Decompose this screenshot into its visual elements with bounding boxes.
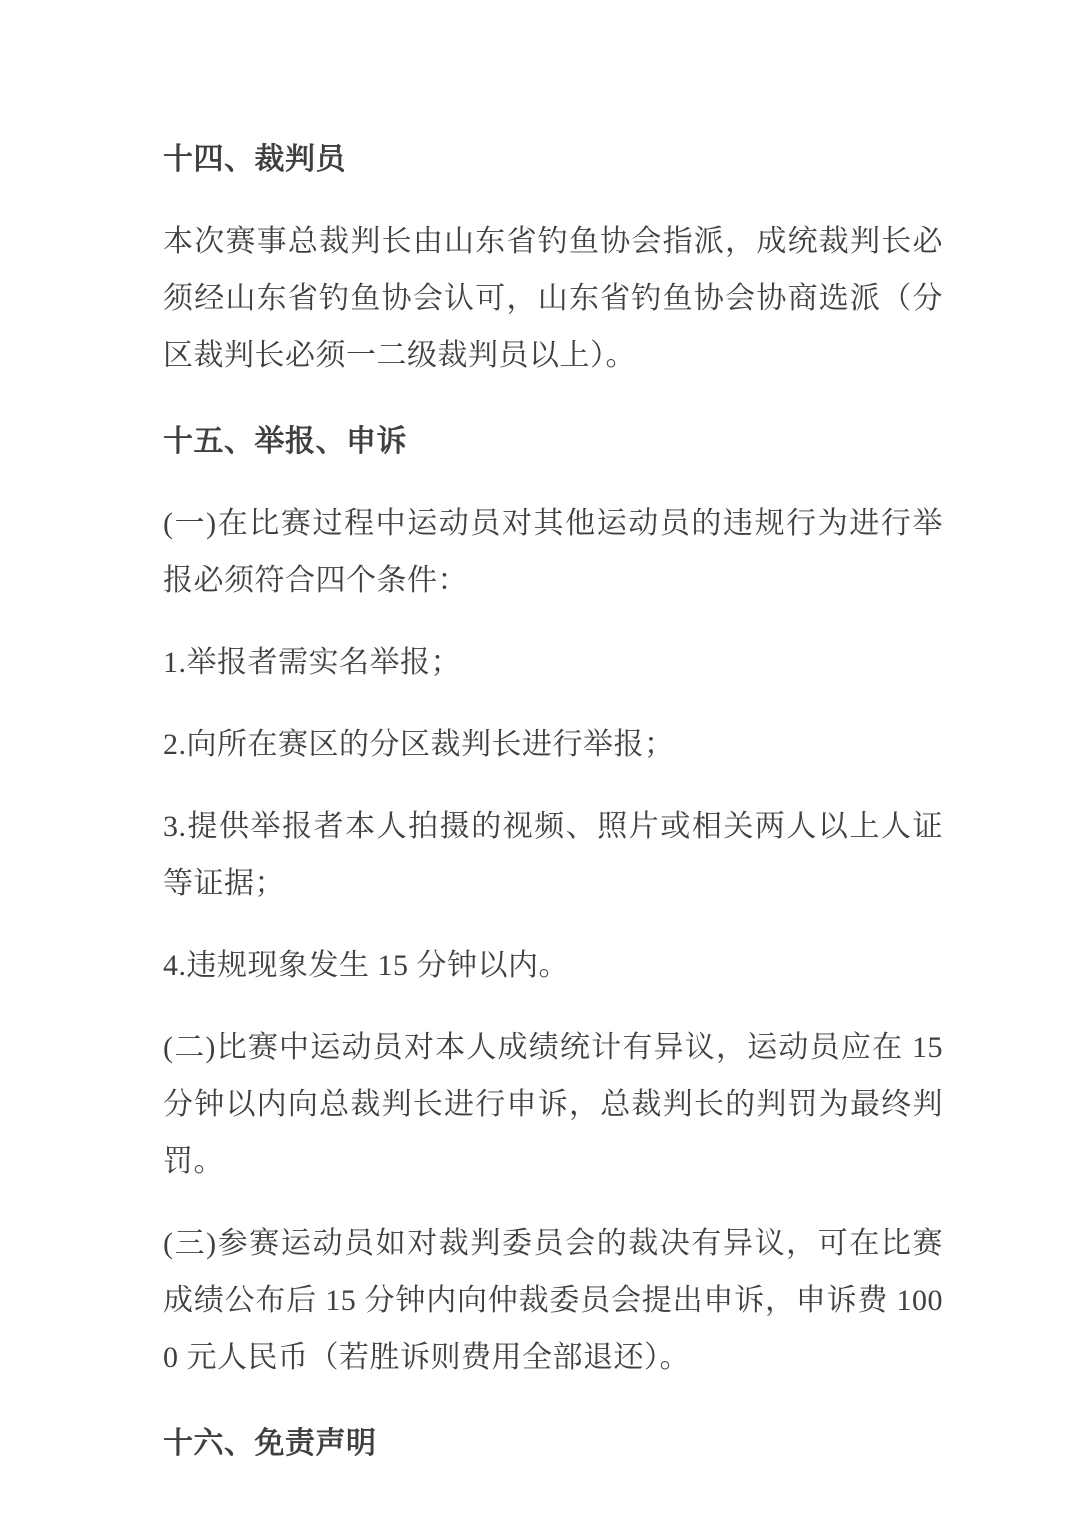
section-15-heading: 十五、举报、申诉: [163, 425, 407, 458]
section-15-item-2: (二)比赛中运动员对本人成绩统计有异议，运动员应在 15 分钟以内向总裁判长进行申诉，总裁判长的判罚为最终判罚。: [163, 1031, 943, 1178]
section-14-heading: 十四、裁判员: [163, 143, 346, 176]
section-15-item-3: (三)参赛运动员如对裁判委员会的裁决有异议，可在比赛成绩公布后 15 分钟内向仲裁委员会提出申诉，申诉费 1000 元人民币（若胜诉则费用全部退还）。: [163, 1227, 943, 1374]
section-15-item-1-intro: (一)在比赛过程中运动员对其他运动员的违规行为进行举报必须符合四个条件：: [163, 507, 943, 597]
report-condition-4: 4.违规现象发生 15 分钟以内。: [163, 949, 569, 982]
section-16-heading: 十六、免责声明: [163, 1427, 377, 1460]
report-condition-3: 3.提供举报者本人拍摄的视频、照片或相关两人以上人证等证据；: [163, 810, 943, 900]
report-condition-1: 1.举报者需实名举报；: [163, 646, 461, 679]
report-condition-2: 2.向所在赛区的分区裁判长进行举报；: [163, 728, 675, 761]
section-14-paragraph: 本次赛事总裁判长由山东省钓鱼协会指派，成统裁判长必须经山东省钓鱼协会认可，山东省钓鱼协会协商选派（分区裁判长必须一二级裁判员以上）。: [163, 225, 943, 372]
